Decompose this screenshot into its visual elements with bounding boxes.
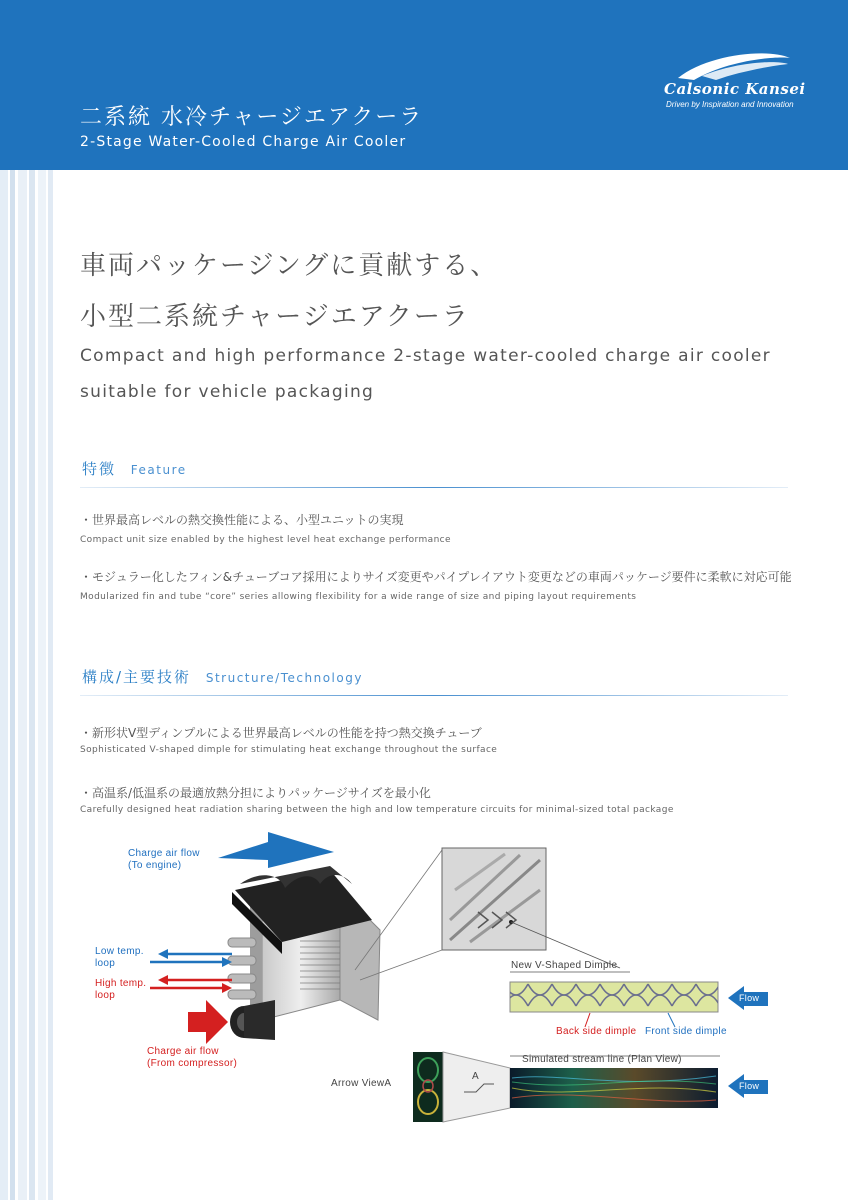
feature-divider <box>80 487 788 488</box>
feature-heading <box>82 458 187 479</box>
stream-line-title: Simulated stream line (Plan View) <box>522 1054 682 1065</box>
feature-item-1-jp: ・世界最高レベルの熱交換性能による、小型ユニットの実現 <box>80 513 404 527</box>
low-temp-loop-label <box>95 946 144 970</box>
structure-item-2-en: Carefully designed heat radiation sharing between the high and low temperature circuits for minimal-sized total package <box>80 805 674 815</box>
header-title-en: 2-Stage Water-Cooled Charge Air Cooler <box>80 134 407 150</box>
high-temp-line1: High temp. <box>95 978 147 989</box>
charge-air-in-label <box>147 1046 237 1070</box>
feature-item-2-en: Modularized fin and tube “core” series allowing flexibility for a wide range of size and piping layout requirements <box>80 592 637 602</box>
flow-label-2: Flow <box>739 1081 760 1091</box>
charge-air-in-line1: Charge air flow <box>147 1046 219 1057</box>
structure-item-1-en: Sophisticated V-shaped dimple for stimulating heat exchange throughout the surface <box>80 745 498 755</box>
dimple-title: New V-Shaped Dimple <box>511 960 618 971</box>
feature-title-jp: 特徴 <box>82 460 117 478</box>
arrow-view-a-image <box>413 1052 443 1122</box>
structure-title-en: Structure/Technology <box>205 671 363 685</box>
feature-item-2-jp: ・モジュラー化したフィン&チューブコア採用によりサイズ変更やパイプレイアウト変更などの車両パッケージ要件に柔軟に対応可能 <box>80 570 792 584</box>
cooler-unit-image <box>228 866 380 1040</box>
headline-jp-line2: 小型二系統チャージエアクーラ <box>80 302 470 332</box>
headline-en-line2: suitable for vehicle packaging <box>80 382 375 402</box>
charge-air-out-line1: Charge air flow <box>128 848 200 859</box>
high-temp-loop-label <box>95 978 146 1002</box>
headline-en-line1: Compact and high performance 2-stage water-cooled charge air cooler <box>80 346 771 366</box>
structure-heading <box>82 666 363 687</box>
structure-item-2-jp: ・高温系/低温系の最適放熱分担によりパッケージサイズを最小化 <box>80 786 431 800</box>
high-temp-loop-arrows <box>150 975 232 993</box>
low-temp-line1: Low temp. <box>95 946 144 957</box>
low-temp-line2: loop <box>95 958 116 969</box>
stream-line-image <box>510 1068 718 1108</box>
front-dimple-label: Front side dimple <box>645 1026 727 1037</box>
fin-closeup-image <box>442 848 546 950</box>
structure-title-jp: 構成/主要技術 <box>82 668 192 686</box>
charge-air-out-label <box>128 848 200 872</box>
header-title-jp: 二系統 水冷チャージエアクーラ <box>80 105 424 130</box>
high-temp-line2: loop <box>95 990 116 1001</box>
arrow-view-label: Arrow ViewA <box>331 1078 392 1089</box>
charge-air-out-arrow <box>218 832 334 868</box>
view-marker-a: A <box>472 1071 479 1082</box>
logo-tagline: Driven by Inspiration and Innovation <box>666 100 794 109</box>
structure-item-1-jp: ・新形状V型ディンプルによる世界最高レベルの性能を持つ熱交換チューブ <box>80 726 482 740</box>
structure-divider <box>80 695 788 696</box>
logo-wordmark: Calsonic Kansei <box>664 80 806 98</box>
charge-air-in-arrow <box>188 1000 228 1044</box>
dimple-pattern-image <box>510 982 718 1012</box>
feature-title-en: Feature <box>130 463 187 477</box>
low-temp-loop-arrows <box>150 949 232 967</box>
feature-item-1-en: Compact unit size enabled by the highest level heat exchange performance <box>80 535 451 545</box>
flow-label-1: Flow <box>739 993 760 1003</box>
back-dimple-label: Back side dimple <box>556 1026 637 1037</box>
charge-air-out-line2: (To engine) <box>128 860 182 871</box>
headline-jp-line1: 車両パッケージングに貢献する、 <box>80 251 499 281</box>
charge-air-in-line2: (From compressor) <box>147 1058 238 1069</box>
